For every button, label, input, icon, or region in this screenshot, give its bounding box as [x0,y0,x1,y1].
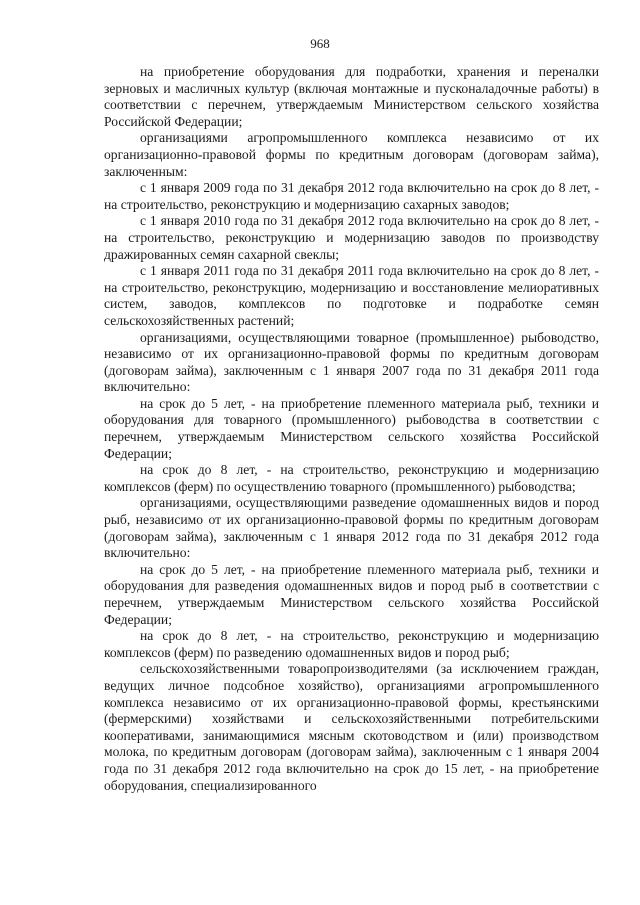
page-number: 968 [310,36,330,51]
paragraph: организациями, осуществляющими товарное (промышленное) рыбоводство, независимо от их организационно-правовой формы по кредитным договорам (договорам займа), заключенным с 1 января 2007 года по 31 декабря 2011 года включительно: [104,329,599,395]
paragraph: на срок до 8 лет, - на строительство, реконструкцию и модернизацию комплексов (ферм) по разведению одомашненных видов и пород рыб; [104,628,599,660]
paragraph: с 1 января 2009 года по 31 декабря 2012 года включительно на срок до 8 лет, - на строительство, реконструкцию и модернизацию сахарных заводов; [104,180,599,212]
paragraph: сельскохозяйственными товаропроизводителями (за исключением граждан, ведущих личное подсобное хозяйство), организациями агропромышленного комплекса независимо от их организационно-правовой формы, крестьянскими (фермерскими) хозяйствами и сельскохозяйственными потребительскими кооперативами, занимающимися мясным скотоводством и (или) производством молока, по кредитным договорам (договорам займа), заключенным с 1 января 2004 года по 31 декабря 2012 года включительно на срок до 15 лет, - на приобретение оборудования, специализированного [104,661,599,793]
paragraph: с 1 января 2010 года по 31 декабря 2012 года включительно на срок до 8 лет, - на строительство, реконструкцию и модернизацию заводов по производству дражированных семян сахарной свеклы; [104,213,599,262]
paragraph: с 1 января 2011 года по 31 декабря 2011 года включительно на срок до 8 лет, - на строительство, реконструкцию, модернизацию и восстановление мелиоративных систем, заводов, комплексов по подготовке и подработке семян сельскохозяйственных растений; [104,263,599,328]
paragraph: организациями, осуществляющими разведение одомашненных видов и пород рыб, независимо от их организационно-правовой формы по кредитным договорам (договорам займа), заключенным с 1 января 2012 года по 31 декабря 2012 года включительно: [104,495,599,561]
paragraph: на срок до 5 лет, - на приобретение племенного материала рыб, техники и оборудования для разведения одомашненных видов и пород рыб в соответствии с перечнем, утверждаемым Министерством сельского хозяйства Российской Федерации; [104,561,599,627]
paragraph: на приобретение оборудования для подработки, хранения и переналки зерновых и масличных культур (включая монтажные и пусконаладочные работы) в соответствии с перечнем, утверждаемым Министерством сельского хозяйства Российской Федерации; [104,64,599,129]
paragraph: организациями агропромышленного комплекса независимо от их организационно-правовой формы по кредитным договорам (договорам займа), заключенным: [104,130,599,179]
paragraph: на срок до 8 лет, - на строительство, реконструкцию и модернизацию комплексов (ферм) по осуществлению товарного (промышленного) рыбоводства; [104,462,599,494]
document-body [104,64,599,794]
paragraph: на срок до 5 лет, - на приобретение племенного материала рыб, техники и оборудования для товарного (промышленного) рыбоводства в соответствии с перечнем, утверждаемым Министерством сельского хозяйства Российской Федерации; [104,395,599,461]
